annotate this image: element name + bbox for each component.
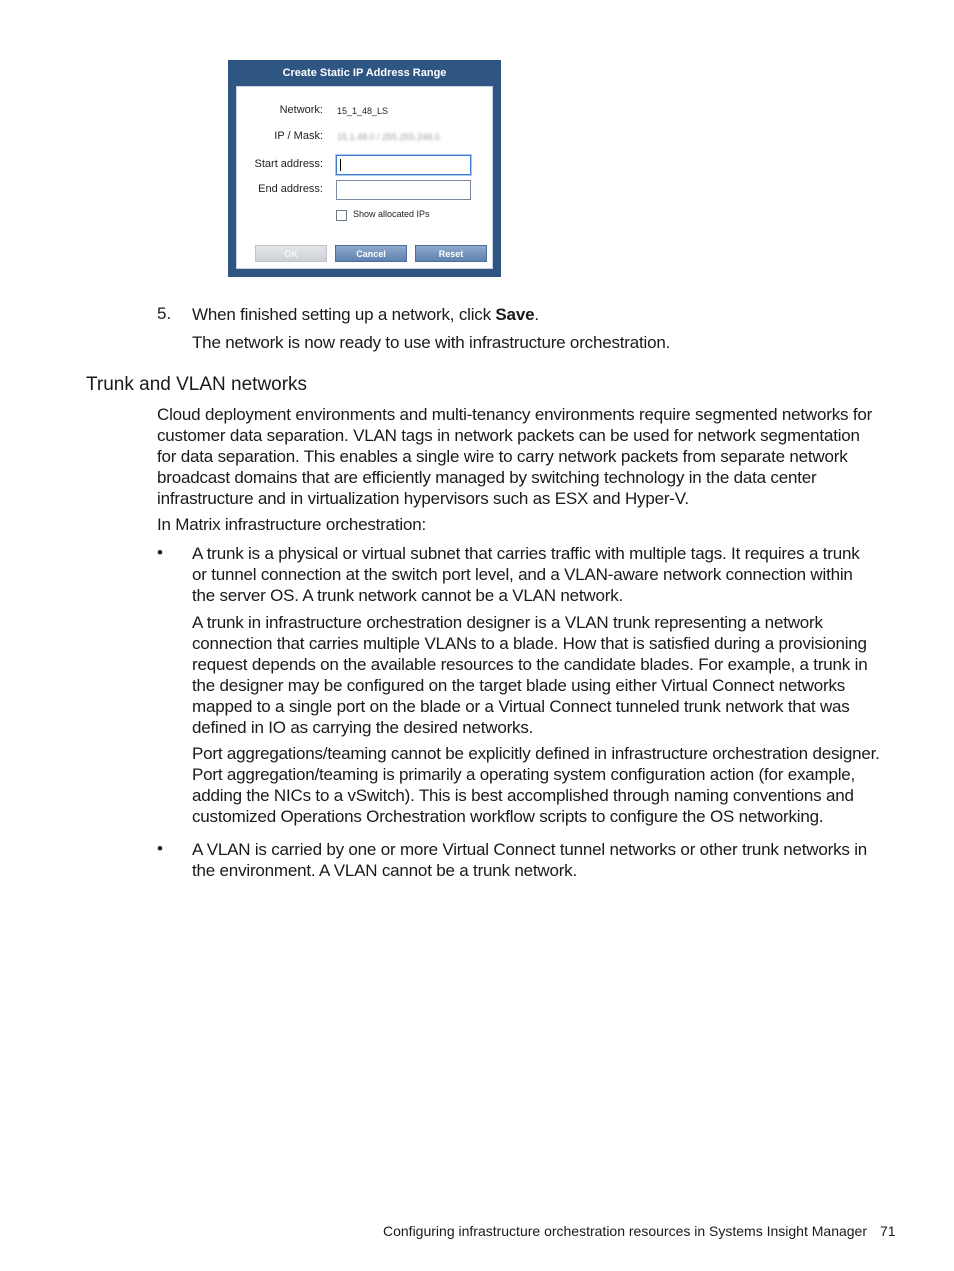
bullet-line: the designer may be configured on the target blade using either Virtual Connect networks: [192, 676, 846, 695]
show-allocated-checkbox[interactable]: [336, 210, 347, 221]
lead-sentence: In Matrix infrastructure orchestration:: [157, 515, 427, 534]
bullet-line: adding the NICs to a vSwitch). This is best accomplished through naming conventions and: [192, 786, 854, 805]
bullet-line: A trunk in infrastructure orchestration designer is a VLAN trunk representing a network: [192, 613, 823, 632]
start-address-input[interactable]: [336, 155, 471, 175]
start-address-label: Start address:: [254, 158, 323, 170]
ok-button[interactable]: OK: [255, 245, 327, 262]
ip-mask-value: 15.1.48.0 / 255.255.248.0: [337, 132, 440, 142]
bullet-line: the environment. A VLAN cannot be a trunk network.: [192, 861, 578, 880]
text-caret: [340, 159, 341, 171]
page-footer-title: Configuring infrastructure orchestration resources in Systems Insight Manager: [383, 1223, 867, 1239]
step-number: 5.: [157, 304, 172, 323]
step5-text-after: .: [534, 305, 539, 324]
dialog-body: [236, 86, 493, 269]
intro-line: for data separation. This enables a single wire to carry network packets from separate network: [157, 447, 848, 466]
step5-save-bold: Save: [495, 305, 535, 324]
page-number: 71: [880, 1223, 896, 1239]
bullet-line: A trunk is a physical or virtual subnet that carries traffic with multiple tags. It requires a trunk: [192, 544, 860, 563]
step5-text: [192, 304, 897, 325]
step5-text-before: When finished setting up a network, click: [192, 305, 496, 324]
ip-mask-label: IP / Mask:: [274, 130, 323, 142]
intro-line: broadcast domains that are efficiently managed by switching technology in the data center: [157, 468, 817, 487]
intro-line: infrastructure and in virtualization hypervisors such as ESX and Hyper-V.: [157, 489, 689, 508]
show-allocated-label[interactable]: Show allocated IPs: [353, 209, 430, 219]
bullet-line: or tunnel connection at the switch port level, and a VLAN-aware network connection within: [192, 565, 853, 584]
network-value: 15_1_48_LS: [337, 106, 389, 116]
bullet-line: the server OS. A trunk network cannot be a VLAN network.: [192, 586, 624, 605]
bullet-line: customized Operations Orchestration workflow scripts to configure the OS networking.: [192, 807, 824, 826]
section-heading: Trunk and VLAN networks: [86, 374, 308, 395]
bullet-1-para-3: [192, 743, 897, 827]
end-address-input[interactable]: [336, 180, 471, 200]
cancel-button[interactable]: Cancel: [335, 245, 407, 262]
reset-button[interactable]: Reset: [415, 245, 487, 262]
bullet-1-para-1: [192, 543, 897, 606]
step5-followup: The network is now ready to use with infrastructure orchestration.: [192, 333, 671, 352]
bullet-2-dot: •: [157, 839, 163, 858]
network-label: Network:: [279, 104, 323, 116]
bullet-line: Port aggregation/teaming is primarily a operating system configuration action (for example,: [192, 765, 856, 784]
bullet-line: defined in IO as carrying the desired networks.: [192, 718, 534, 737]
bullet-2-para: [192, 839, 897, 881]
dialog-title: Create Static IP Address Range: [282, 67, 447, 79]
create-static-ip-dialog: [228, 60, 501, 277]
bullet-line: connection that carries multiple VLANs to a blade. How that is satisfied during a provisioning: [192, 634, 867, 653]
bullet-line: mapped to a single port on the blade or a Virtual Connect tunneled trunk network that was: [192, 697, 850, 716]
bullet-1-para-2: [192, 612, 897, 738]
intro-paragraph: [157, 404, 892, 509]
bullet-line: Port aggregations/teaming cannot be explicitly defined in infrastructure orchestration designer.: [192, 744, 880, 763]
bullet-1-dot: •: [157, 543, 163, 562]
bullet-line: request depends on the available resources to the candidate blades. For example, a trunk in: [192, 655, 868, 674]
end-address-label: End address:: [258, 183, 323, 195]
bullet-line: A VLAN is carried by one or more Virtual Connect tunnel networks or other trunk networks in: [192, 840, 868, 859]
intro-line: customer data separation. VLAN tags in network packets can be used for network segmentation: [157, 426, 860, 445]
intro-line: Cloud deployment environments and multi-tenancy environments require segmented networks for: [157, 405, 873, 424]
